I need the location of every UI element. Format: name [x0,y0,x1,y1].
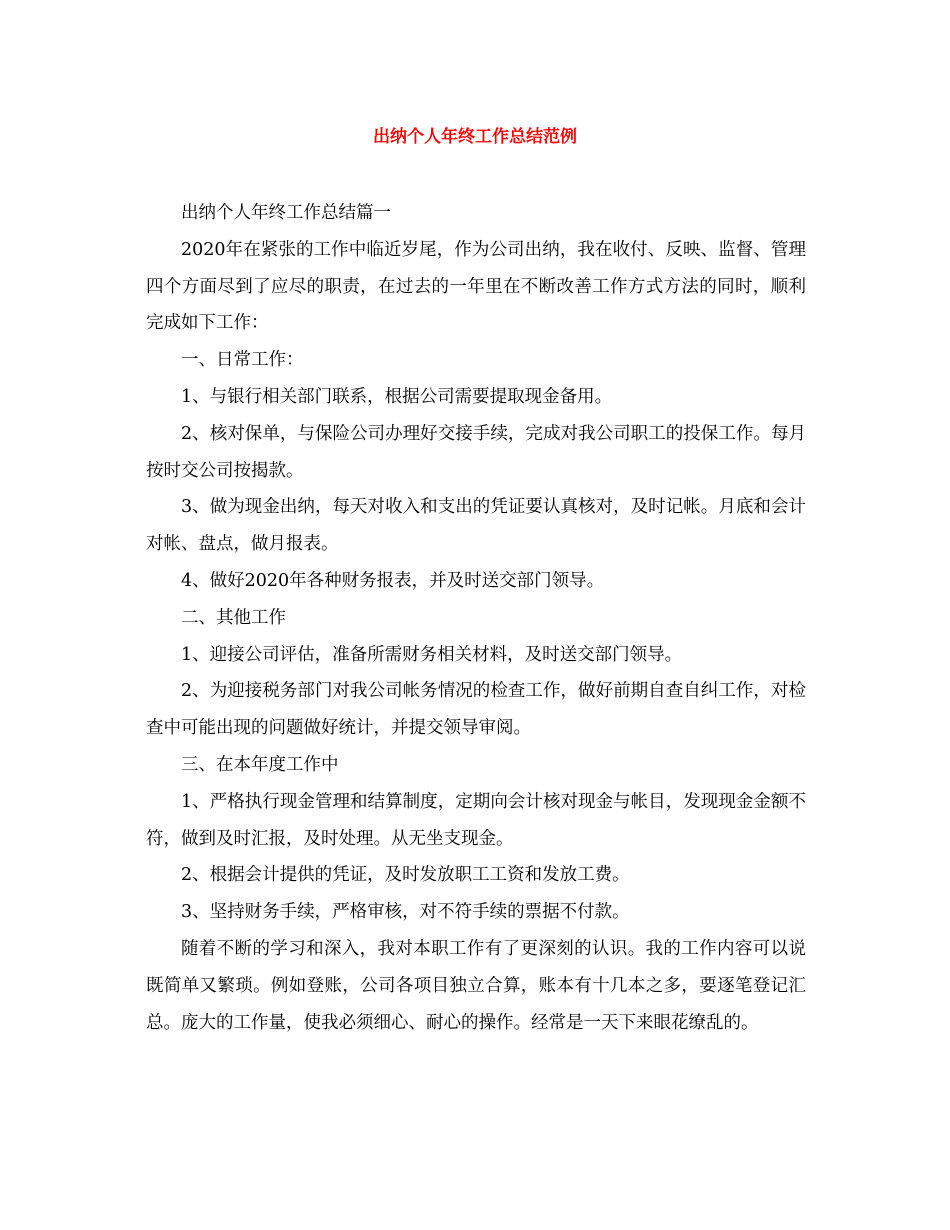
document-title: 出纳个人年终工作总结范例 [373,127,577,147]
list-item: 3、做为现金出纳，每天对收入和支出的凭证要认真核对，及时记帐。月底和会计对帐、盘点，做月报表。 [146,497,806,555]
list-item: 3、坚持财务手续，严格审核，对不符手续的票据不付款。 [181,902,630,923]
list-item: 1、与银行相关部门联系，根据公司需要提取现金备用。 [181,386,613,407]
closing-paragraph: 随着不断的学习和深入，我对本职工作有了更深刻的认识。我的工作内容可以说既简单又繁琐。例如登账，公司各项目独立合算，账本有十几本之多，要逐笔登记汇总。庞大的工作量，使我必须细心、耐心的操作。经常是一天下来眼花缭乱的。 [146,938,806,1033]
list-item: 2、为迎接税务部门对我公司帐务情况的检查工作，做好前期自查自纠工作，对检查中可能出现的问题做好统计，并提交领导审阅。 [146,681,806,739]
list-item: 2、根据会计提供的凭证，及时发放职工工资和发放工费。 [181,865,630,886]
list-item: 2、核对保单，与保险公司办理好交接手续，完成对我公司职工的投保工作。每月按时交公司按揭款。 [146,423,806,481]
document-body [146,195,806,1041]
section-heading-daily-work: 一、日常工作： [181,350,304,371]
section-heading-other-work: 二、其他工作 [181,607,286,628]
list-item: 4、做好2020年各种财务报表，并及时送交部门领导。 [181,570,605,591]
list-item: 1、严格执行现金管理和结算制度，定期向会计核对现金与帐目，发现现金金额不符，做到及时汇报，及时处理。从无坐支现金。 [146,791,806,849]
intro-paragraph: 2020年在紧张的工作中临近岁尾，作为公司出纳，我在收付、反映、监督、管理四个方面尽到了应尽的职责，在过去的一年里在不断改善工作方式方法的同时，顺利完成如下工作： [146,239,806,334]
section-heading-this-year: 三、在本年度工作中 [181,754,339,775]
heading-part-one: 出纳个人年终工作总结篇一 [181,203,391,223]
list-item: 1、迎接公司评估，准备所需财务相关材料，及时送交部门领导。 [181,644,683,665]
